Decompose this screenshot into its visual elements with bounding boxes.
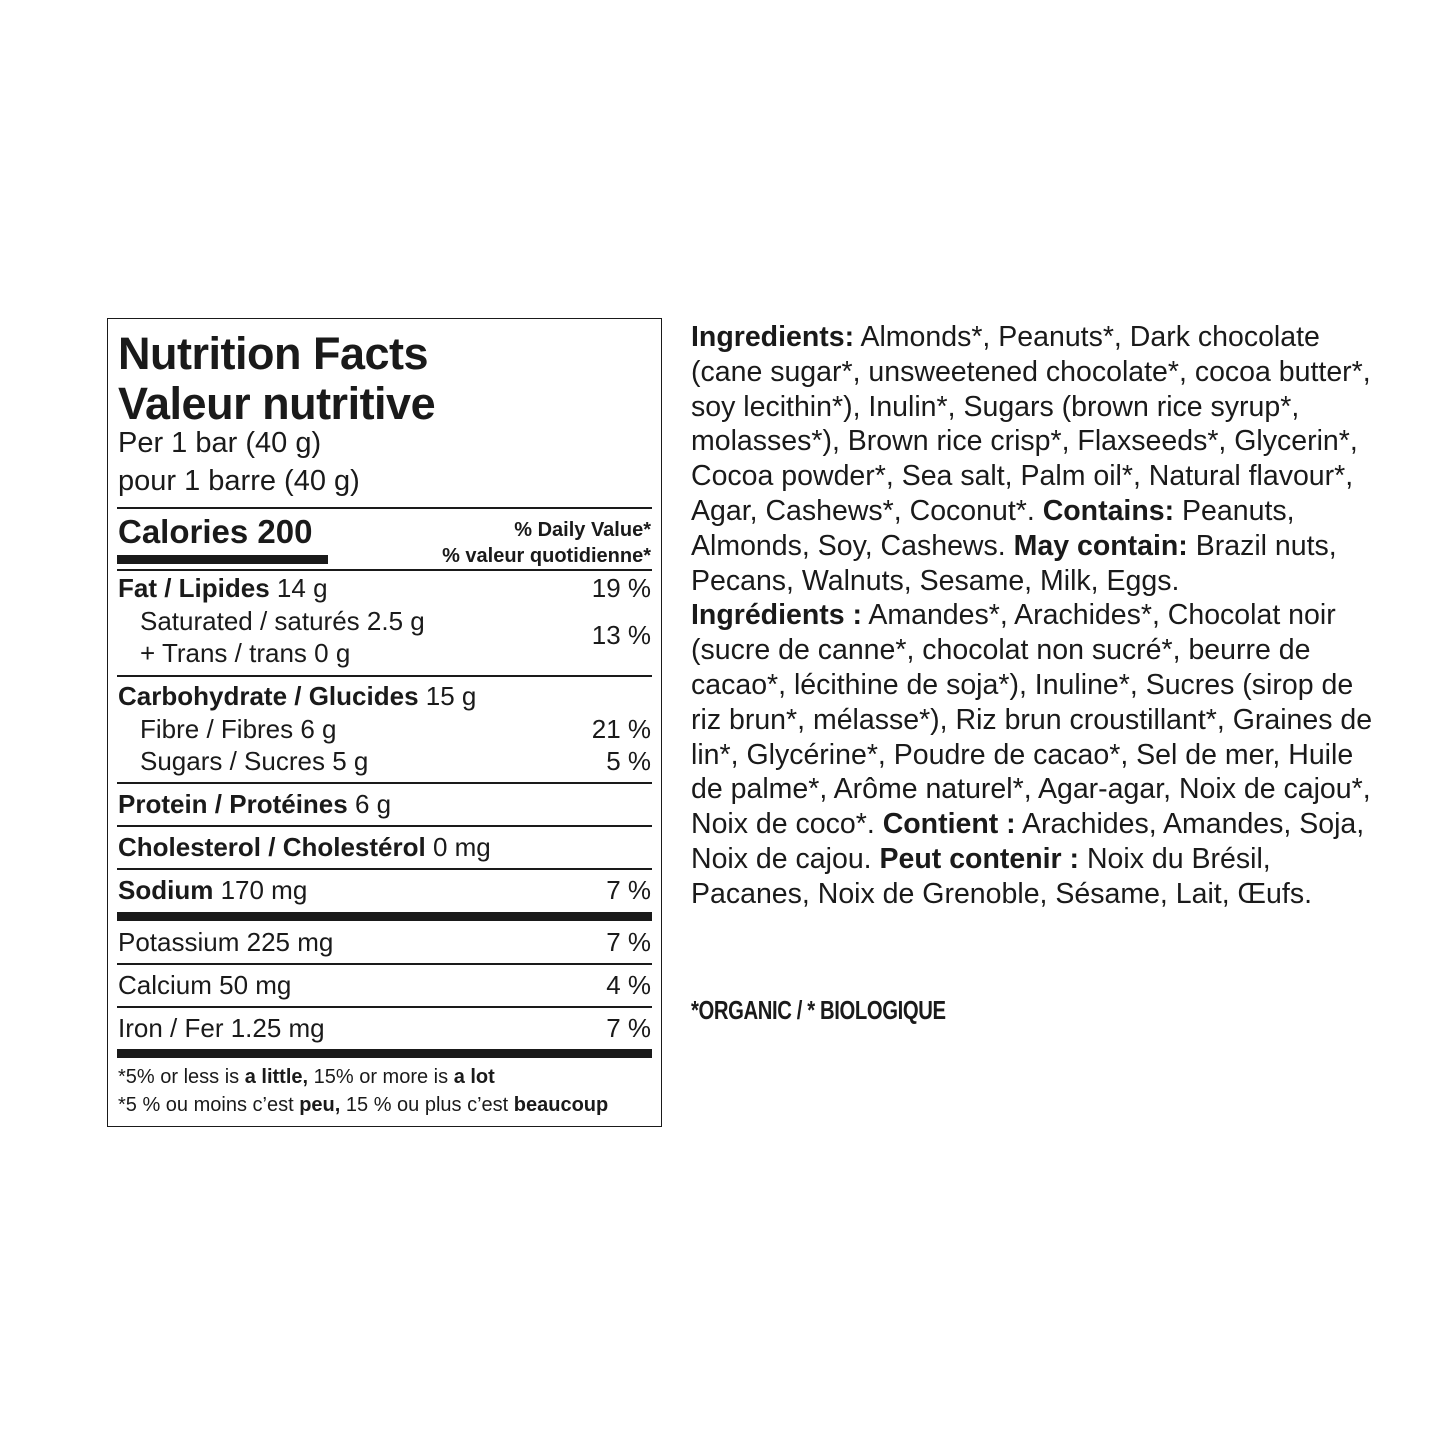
divider	[117, 782, 652, 784]
divider	[117, 675, 652, 677]
fat-amount: 14 g	[276, 573, 328, 603]
iron-row: Iron / Fer 1.25 mg	[118, 1013, 325, 1043]
fibre-dv: 21 %	[591, 714, 651, 744]
sodium-amount: 170 mg	[220, 875, 308, 905]
contains-label: Contains:	[1042, 494, 1175, 527]
may-contain-text: Brazil nuts, Pecans, Walnuts, Sesame, Milk, Eggs.	[691, 529, 1337, 597]
title-fr: Valeur nutritive	[118, 378, 436, 429]
may-contain-label: Peut contenir :	[879, 842, 1080, 875]
iron-dv: 7 %	[606, 1013, 651, 1043]
carb-amount: 15 g	[425, 681, 477, 711]
footnote-emphasis: a little,	[244, 1066, 309, 1088]
sugars-row: Sugars / Sucres 5 g	[140, 746, 369, 776]
footnote-emphasis: beaucoup	[513, 1094, 609, 1116]
calories-bar	[117, 555, 328, 564]
contains-text: Arachides, Amandes, Soja, Noix de cajou.	[691, 808, 1365, 875]
calcium-dv: 4 %	[606, 970, 651, 1000]
saturated-row: Saturated / saturés 2.5 g	[140, 606, 425, 636]
ingredients-fr	[691, 598, 1391, 911]
serving-en: Per 1 bar (40 g)	[118, 427, 322, 459]
fat-row	[118, 575, 328, 601]
carb-row	[118, 683, 476, 709]
footnote-emphasis: a lot	[453, 1066, 495, 1088]
trans-row: + Trans / trans 0 g	[140, 638, 351, 668]
potassium-row: Potassium 225 mg	[118, 927, 334, 957]
contains-label: Contient :	[882, 808, 1016, 841]
ingredients-text: Amandes*, Arachides*, Chocolat noir (sucre de canne*, chocolat non sucré*, beurre de cacao*, lécithine de soja*), Inuline*, Sucres (sirop de riz brun*, mélasse*), Riz brun croustillant*, Graines de lin*, Glycérine*, Poudre de cacao*, Sel de mer, Huile de palme*, Arôme naturel*, Agar-agar, Noix de cajou*, Noix de coco*.	[691, 599, 1373, 841]
ingredients-block	[691, 320, 1391, 912]
footnote-text: *5 % ou moins c’est	[118, 1094, 300, 1116]
divider	[117, 569, 652, 571]
divider	[117, 963, 652, 965]
calcium-row: Calcium 50 mg	[118, 970, 292, 1000]
divider	[117, 507, 652, 509]
nutrition-facts-panel	[107, 318, 662, 1127]
may-contain-text: Noix du Brésil, Pacanes, Noix de Grenoble, Sésame, Lait, Œufs.	[691, 842, 1312, 910]
footnote-text: 15 % ou plus c’est	[340, 1094, 514, 1116]
divider	[117, 825, 652, 827]
sodium-dv: 7 %	[606, 875, 651, 905]
sat-trans-dv: 13 %	[591, 620, 651, 650]
protein-label: Protein / Protéines	[118, 789, 348, 819]
potassium-dv: 7 %	[606, 927, 651, 957]
may-contain-label: May contain:	[1013, 529, 1188, 562]
footnote-fr	[118, 1095, 608, 1115]
daily-value-header-en: % Daily Value*	[514, 519, 651, 541]
title-en: Nutrition Facts	[118, 328, 429, 379]
carb-label: Carbohydrate / Glucides	[118, 681, 419, 711]
ingredients-text: Almonds*, Peanuts*, Dark chocolate (cane sugar*, unsweetened chocolate*, cocoa butter*, soy lecithin*), Inulin*, Sugars (brown rice syrup*, molasses*), Brown rice crisp*, Flaxseeds*, Glycerin*, Cocoa powder*, Sea salt, Palm oil*, Natural flavour*, Agar, Cashews*, Coconut*.	[691, 321, 1371, 527]
ingredients-en	[691, 320, 1391, 598]
cholesterol-row	[118, 834, 491, 860]
thick-divider	[117, 912, 652, 921]
sugars-dv: 5 %	[606, 746, 651, 776]
divider	[117, 1006, 652, 1008]
serving-fr: pour 1 barre (40 g)	[118, 465, 360, 497]
divider	[117, 868, 652, 870]
sodium-label: Sodium	[118, 875, 214, 905]
cholesterol-label: Cholesterol / Cholestérol	[118, 832, 426, 862]
fibre-row: Fibre / Fibres 6 g	[140, 714, 337, 744]
organic-note: *ORGANIC / * BIOLOGIQUE	[691, 995, 946, 1025]
sodium-row	[118, 877, 307, 903]
footnote-text: 15% or more is	[308, 1066, 454, 1088]
ingredients-label: Ingredients:	[691, 321, 855, 353]
protein-amount: 6 g	[354, 789, 392, 819]
contains-text: Peanuts, Almonds, Soy, Cashews.	[691, 494, 1295, 562]
thick-divider	[117, 1049, 652, 1058]
daily-value-header-fr: % valeur quotidienne*	[442, 545, 651, 567]
footnote-en	[118, 1067, 495, 1087]
protein-row	[118, 791, 391, 817]
ingredients-label: Ingrédients :	[691, 599, 863, 632]
calories: Calories 200	[118, 513, 313, 550]
fat-label: Fat / Lipides	[118, 573, 270, 603]
footnote-text: *5% or less is	[118, 1066, 245, 1088]
fat-dv: 19 %	[591, 573, 651, 603]
cholesterol-amount: 0 mg	[432, 832, 491, 862]
footnote-emphasis: peu,	[299, 1094, 341, 1116]
